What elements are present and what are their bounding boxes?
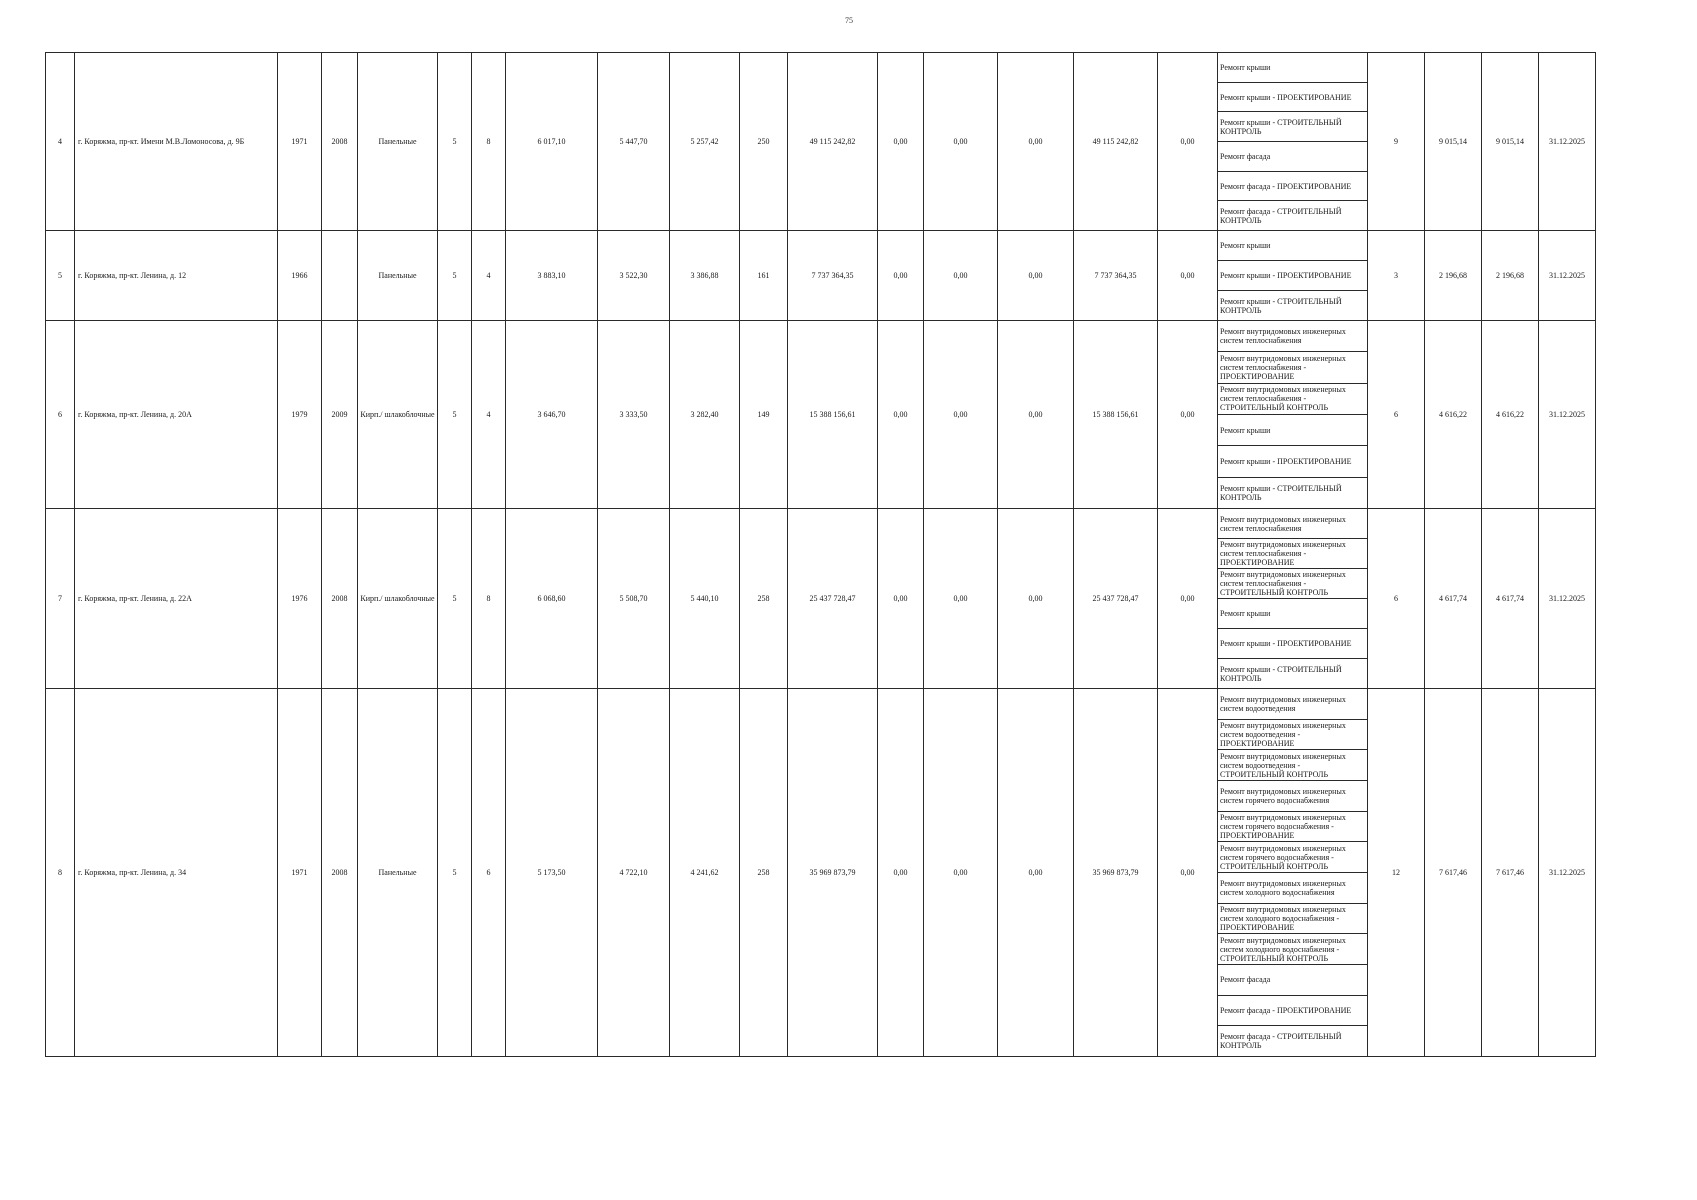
work-item: Ремонт фасада - СТРОИТЕЛЬНЫЙ КОНТРОЛЬ [1220,1032,1342,1051]
works-list [1218,231,1367,320]
work-item: Ремонт внутридомовых инженерных систем горячего водоснабжения [1218,781,1367,812]
area-residential-cell: 3 282,40 [670,321,740,509]
entrances-cell: 6 [472,689,506,1057]
total-area-cell: 3 883,10 [506,231,598,321]
table-row [46,509,1596,689]
work-item: Ремонт крыши [1218,53,1367,83]
entrances-cell: 8 [472,53,506,231]
year-repair-cell: 2008 [322,53,358,231]
works-list [1218,689,1367,1056]
works-cell [1218,231,1368,321]
wall-material-cell: Панельные [358,231,438,321]
address-cell: г. Коряжма, пр-кт. Ленина, д. 12 [75,231,278,321]
work-item: Ремонт крыши [1218,415,1367,446]
work-item: Ремонт внутридомовых инженерных систем теплоснабжения - ПРОЕКТИРОВАНИЕ [1218,539,1367,569]
address-cell: г. Коряжма, пр-кт. Имени М.В.Ломоносова, д. 9Б [75,53,278,231]
work-item: Ремонт крыши - СТРОИТЕЛЬНЫЙ КОНТРОЛЬ [1220,664,1342,683]
area-premises-cell: 4 722,10 [598,689,670,1057]
work-item: Ремонт крыши - ПРОЕКТИРОВАНИЕ [1218,629,1367,659]
unit-cost-cell: 4 617,74 [1425,509,1482,689]
deadline-cell: 31.12.2025 [1539,689,1596,1057]
fund-federal-cell: 0,00 [878,321,924,509]
fund-owners-cell: 35 969 873,79 [1074,689,1158,1057]
wall-material-cell: Кирп./ шлакоблочные [358,509,438,689]
works-cell [1218,321,1368,509]
year-repair-cell: 2009 [322,321,358,509]
table-row [46,53,1596,231]
works-count-cell: 6 [1368,509,1425,689]
residents-cell: 258 [740,509,788,689]
wall-material-cell: Панельные [358,689,438,1057]
work-item: Ремонт фасада - ПРОЕКТИРОВАНИЕ [1218,172,1367,202]
deadline-cell: 31.12.2025 [1539,53,1596,231]
cost-total-cell: 7 737 364,35 [788,231,878,321]
address-cell: г. Коряжма, пр-кт. Ленина, д. 22А [75,509,278,689]
work-item: Ремонт внутридомовых инженерных систем водоотведения - СТРОИТЕЛЬНЫЙ КОНТРОЛЬ [1218,750,1367,781]
deadline-cell: 31.12.2025 [1539,509,1596,689]
area-residential-cell: 3 386,88 [670,231,740,321]
total-area-cell: 6 017,10 [506,53,598,231]
cost-total-cell: 15 388 156,61 [788,321,878,509]
floors-cell: 5 [438,53,472,231]
works-count-cell: 12 [1368,689,1425,1057]
entrances-cell: 4 [472,321,506,509]
fund-owners-cell: 15 388 156,61 [1074,321,1158,509]
fund-federal-cell: 0,00 [878,689,924,1057]
fund-other-cell: 0,00 [1158,689,1218,1057]
fund-other-cell: 0,00 [1158,509,1218,689]
works-count-cell: 3 [1368,231,1425,321]
work-item: Ремонт крыши - ПРОЕКТИРОВАНИЕ [1218,83,1367,113]
fund-regional-cell: 0,00 [924,53,998,231]
total-area-cell: 3 646,70 [506,321,598,509]
fund-local-cell: 0,00 [998,53,1074,231]
fund-other-cell: 0,00 [1158,231,1218,321]
table-row [46,321,1596,509]
table-row [46,231,1596,321]
residents-cell: 258 [740,689,788,1057]
year-repair-cell [322,231,358,321]
fund-other-cell: 0,00 [1158,53,1218,231]
unit-cost-limit-cell: 9 015,14 [1482,53,1539,231]
address-cell: г. Коряжма, пр-кт. Ленина, д. 34 [75,689,278,1057]
year-built-cell: 1971 [278,53,322,231]
row-number: 4 [46,53,75,231]
fund-federal-cell: 0,00 [878,53,924,231]
unit-cost-limit-cell: 4 617,74 [1482,509,1539,689]
work-item: Ремонт фасада [1218,142,1367,172]
page-number: 75 [845,16,853,25]
area-premises-cell: 5 447,70 [598,53,670,231]
work-item: Ремонт внутридомовых инженерных систем холодного водоснабжения [1218,873,1367,904]
work-item: Ремонт внутридомовых инженерных систем горячего водоснабжения - ПРОЕКТИРОВАНИЕ [1218,812,1367,843]
works-list [1218,321,1367,508]
unit-cost-cell: 4 616,22 [1425,321,1482,509]
wall-material-cell: Кирп./ шлакоблочные [358,321,438,509]
fund-regional-cell: 0,00 [924,689,998,1057]
floors-cell: 5 [438,321,472,509]
deadline-cell: 31.12.2025 [1539,231,1596,321]
fund-local-cell: 0,00 [998,509,1074,689]
residents-cell: 161 [740,231,788,321]
works-cell [1218,689,1368,1057]
work-item: Ремонт фасада [1218,965,1367,996]
cost-total-cell: 49 115 242,82 [788,53,878,231]
year-repair-cell: 2008 [322,689,358,1057]
work-item: Ремонт фасада - ПРОЕКТИРОВАНИЕ [1218,996,1367,1027]
wall-material-cell: Панельные [358,53,438,231]
work-item: Ремонт внутридомовых инженерных систем теплоснабжения [1218,509,1367,539]
year-built-cell: 1979 [278,321,322,509]
fund-owners-cell: 49 115 242,82 [1074,53,1158,231]
works-cell [1218,53,1368,231]
works-cell [1218,509,1368,689]
unit-cost-cell: 2 196,68 [1425,231,1482,321]
fund-owners-cell: 25 437 728,47 [1074,509,1158,689]
row-number: 7 [46,509,75,689]
fund-owners-cell: 7 737 364,35 [1074,231,1158,321]
floors-cell: 5 [438,689,472,1057]
row-number: 6 [46,321,75,509]
total-area-cell: 6 068,60 [506,509,598,689]
work-item: Ремонт крыши - СТРОИТЕЛЬНЫЙ КОНТРОЛЬ [1218,112,1367,142]
area-residential-cell: 4 241,62 [670,689,740,1057]
fund-local-cell: 0,00 [998,231,1074,321]
floors-cell: 5 [438,509,472,689]
year-built-cell: 1966 [278,231,322,321]
residents-cell: 149 [740,321,788,509]
fund-local-cell: 0,00 [998,689,1074,1057]
unit-cost-limit-cell: 7 617,46 [1482,689,1539,1057]
work-item: Ремонт внутридомовых инженерных систем горячего водоснабжения - СТРОИТЕЛЬНЫЙ КОНТРОЛЬ [1218,842,1367,873]
works-count-cell: 9 [1368,53,1425,231]
work-item: Ремонт внутридомовых инженерных систем водоотведения - ПРОЕКТИРОВАНИЕ [1218,720,1367,751]
area-premises-cell: 3 333,50 [598,321,670,509]
work-item: Ремонт крыши - СТРОИТЕЛЬНЫЙ КОНТРОЛЬ [1220,483,1342,502]
work-item: Ремонт внутридомовых инженерных систем теплоснабжения - ПРОЕКТИРОВАНИЕ [1218,352,1367,383]
work-item: Ремонт крыши - ПРОЕКТИРОВАНИЕ [1218,446,1367,477]
year-built-cell: 1971 [278,689,322,1057]
work-item: Ремонт внутридомовых инженерных систем теплоснабжения - СТРОИТЕЛЬНЫЙ КОНТРОЛЬ [1218,384,1367,415]
row-number: 8 [46,689,75,1057]
floors-cell: 5 [438,231,472,321]
work-item: Ремонт крыши [1218,231,1367,261]
works-count-cell: 6 [1368,321,1425,509]
year-repair-cell: 2008 [322,509,358,689]
table-row [46,689,1596,1057]
works-list [1218,53,1367,230]
work-item: Ремонт фасада - СТРОИТЕЛЬНЫЙ КОНТРОЛЬ [1220,206,1342,225]
fund-federal-cell: 0,00 [878,231,924,321]
work-item: Ремонт внутридомовых инженерных систем теплоснабжения [1218,321,1367,352]
unit-cost-cell: 7 617,46 [1425,689,1482,1057]
fund-regional-cell: 0,00 [924,231,998,321]
area-residential-cell: 5 257,42 [670,53,740,231]
work-item: Ремонт крыши - СТРОИТЕЛЬНЫЙ КОНТРОЛЬ [1220,296,1342,315]
cost-total-cell: 35 969 873,79 [788,689,878,1057]
total-area-cell: 5 173,50 [506,689,598,1057]
entrances-cell: 8 [472,509,506,689]
fund-federal-cell: 0,00 [878,509,924,689]
area-premises-cell: 3 522,30 [598,231,670,321]
entrances-cell: 4 [472,231,506,321]
work-item: Ремонт крыши - ПРОЕКТИРОВАНИЕ [1218,261,1367,291]
work-item: Ремонт внутридомовых инженерных систем холодного водоснабжения - ПРОЕКТИРОВАНИЕ [1218,904,1367,935]
fund-regional-cell: 0,00 [924,321,998,509]
area-residential-cell: 5 440,10 [670,509,740,689]
work-item: Ремонт внутридомовых инженерных систем теплоснабжения - СТРОИТЕЛЬНЫЙ КОНТРОЛЬ [1218,569,1367,599]
repair-program-table [45,52,1596,1057]
deadline-cell: 31.12.2025 [1539,321,1596,509]
residents-cell: 250 [740,53,788,231]
fund-other-cell: 0,00 [1158,321,1218,509]
work-item: Ремонт крыши [1218,599,1367,629]
year-built-cell: 1976 [278,509,322,689]
fund-local-cell: 0,00 [998,321,1074,509]
area-premises-cell: 5 508,70 [598,509,670,689]
work-item: Ремонт внутридомовых инженерных систем холодного водоснабжения - СТРОИТЕЛЬНЫЙ КОНТРОЛЬ [1218,934,1367,965]
row-number: 5 [46,231,75,321]
fund-regional-cell: 0,00 [924,509,998,689]
works-list [1218,509,1367,688]
unit-cost-limit-cell: 4 616,22 [1482,321,1539,509]
unit-cost-cell: 9 015,14 [1425,53,1482,231]
cost-total-cell: 25 437 728,47 [788,509,878,689]
unit-cost-limit-cell: 2 196,68 [1482,231,1539,321]
address-cell: г. Коряжма, пр-кт. Ленина, д. 20А [75,321,278,509]
work-item: Ремонт внутридомовых инженерных систем водоотведения [1218,689,1367,720]
